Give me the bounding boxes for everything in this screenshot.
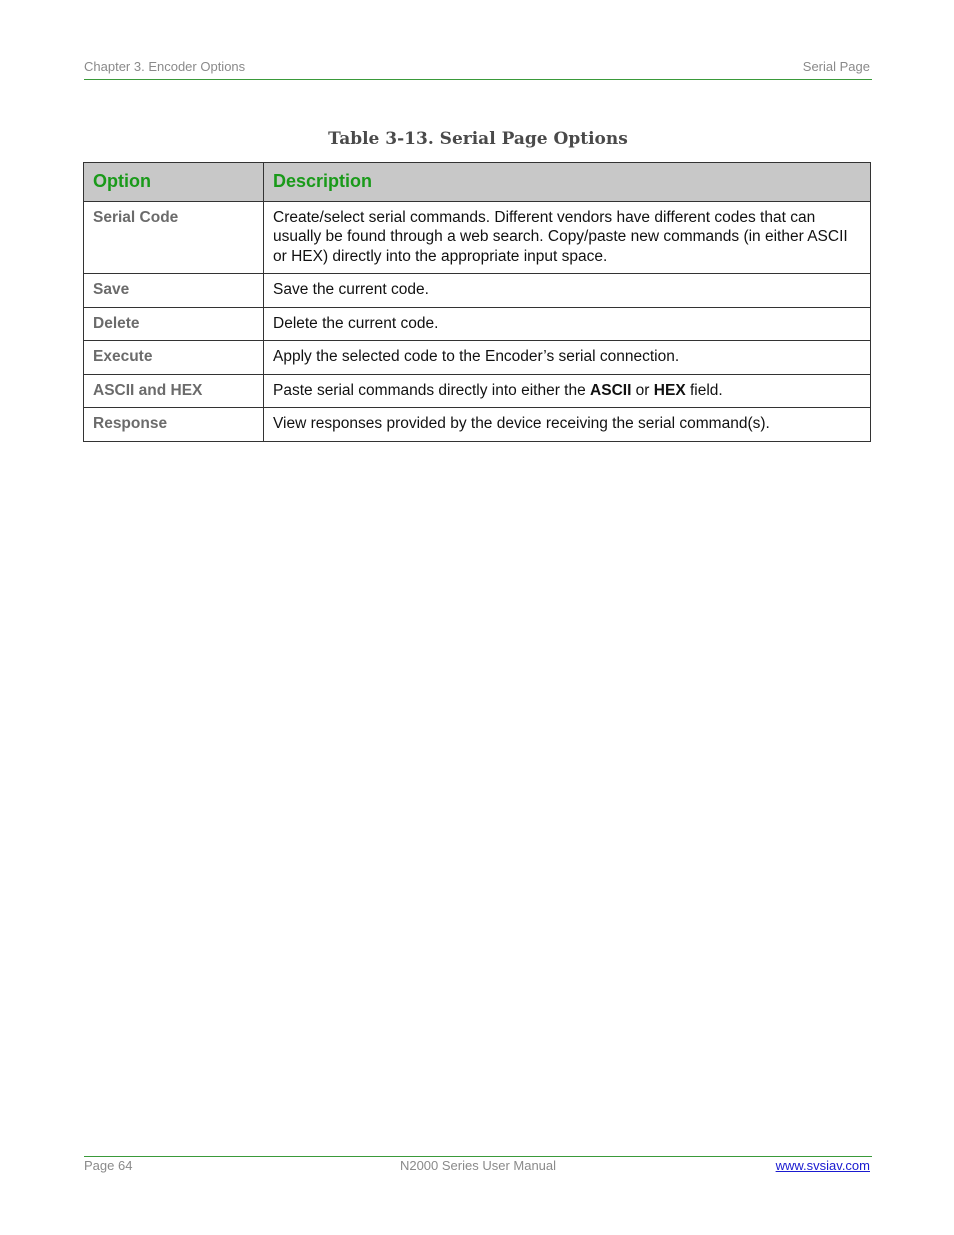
website-link[interactable]: www.svsiav.com [775, 1158, 870, 1173]
table-row [84, 307, 871, 341]
chapter-title: Chapter 3. Encoder Options [84, 59, 246, 74]
table-row [84, 274, 871, 308]
option-cell: Save [84, 274, 264, 308]
option-cell: Execute [84, 341, 264, 375]
table-header-row [84, 163, 871, 202]
option-cell: Serial Code [84, 201, 264, 274]
table-row [84, 408, 871, 442]
option-cell: ASCII and HEX [84, 374, 264, 408]
description-cell: Save the current code. [264, 274, 871, 308]
column-header-description: Description [264, 163, 871, 202]
description-cell [264, 374, 871, 408]
description-text: field. [685, 381, 723, 399]
description-cell: View responses provided by the device receiving the serial command(s). [264, 408, 871, 442]
table-caption: Table 3-13. Serial Page Options [328, 129, 628, 149]
page-header [84, 59, 872, 80]
section-title: Serial Page [802, 59, 870, 74]
description-text: Paste serial commands directly into either the [273, 381, 591, 399]
table-row [84, 201, 871, 274]
option-cell: Delete [84, 307, 264, 341]
ascii-field-name: ASCII [590, 381, 632, 399]
hex-field-name: HEX [653, 381, 686, 399]
page-number: Page 64 [84, 1158, 133, 1173]
description-cell: Create/select serial commands. Different vendors have different codes that can usually be found through a web search. Copy/paste new commands (in either ASCII or HEX) directly into the appropriate input space. [264, 201, 871, 274]
description-text: or [631, 381, 654, 399]
manual-title: N2000 Series User Manual [399, 1158, 557, 1173]
description-cell: Apply the selected code to the Encoder’s serial connection. [264, 341, 871, 375]
serial-page-options-table [83, 162, 871, 442]
table-row [84, 374, 871, 408]
page-footer [84, 1156, 872, 1177]
option-cell: Response [84, 408, 264, 442]
column-header-option: Option [84, 163, 264, 202]
table-row [84, 341, 871, 375]
description-cell: Delete the current code. [264, 307, 871, 341]
